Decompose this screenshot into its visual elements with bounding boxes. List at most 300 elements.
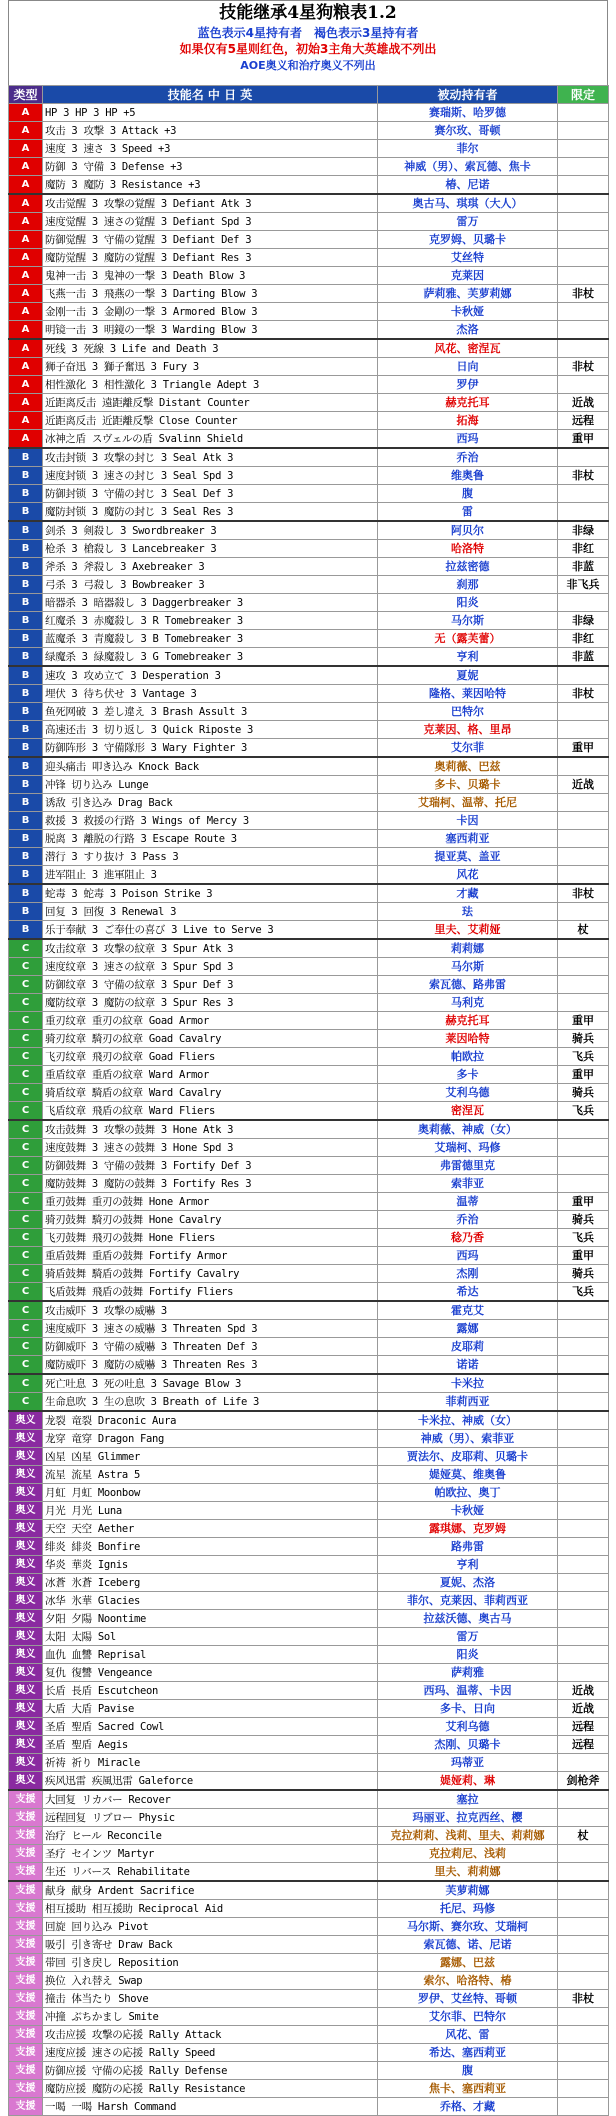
skill-name-cell: 凶星 凶星 Glimmer bbox=[43, 1448, 378, 1466]
skill-type-cell: B bbox=[9, 685, 43, 703]
skill-type-cell: B bbox=[9, 830, 43, 848]
skill-name-cell: 冰蒼 氷蒼 Iceberg bbox=[43, 1574, 378, 1592]
skill-limit-cell bbox=[558, 721, 609, 739]
skill-owner-cell: 诺诺 bbox=[378, 1356, 558, 1375]
sheet-header bbox=[8, 0, 608, 85]
skill-owner-cell: 萨莉雅 bbox=[378, 1664, 558, 1682]
skill-limit-cell: 重甲 bbox=[558, 430, 609, 449]
skill-name-cell: HP 3 HP 3 HP +5 bbox=[43, 104, 378, 122]
skill-name-cell: 冰华 氷華 Glacies bbox=[43, 1592, 378, 1610]
skill-type-cell: C bbox=[9, 1283, 43, 1302]
table-row bbox=[9, 1102, 609, 1121]
skill-name-cell: 绿魔杀 3 緑魔殺し 3 G Tomebreaker 3 bbox=[43, 648, 378, 667]
skill-name-cell: 天空 天空 Aether bbox=[43, 1520, 378, 1538]
table-row bbox=[9, 1030, 609, 1048]
skill-limit-cell bbox=[558, 1120, 609, 1139]
skill-owner-cell: 哈洛特 bbox=[378, 540, 558, 558]
skill-name-cell: 回旋 回り込み Pivot bbox=[43, 1918, 378, 1936]
skill-limit-cell bbox=[558, 1610, 609, 1628]
skill-type-cell: C bbox=[9, 1048, 43, 1066]
skill-owner-cell: 莉莉娜 bbox=[378, 939, 558, 958]
table-row bbox=[9, 994, 609, 1012]
table-row bbox=[9, 1048, 609, 1066]
skill-limit-cell: 非绿 bbox=[558, 612, 609, 630]
table-row bbox=[9, 1772, 609, 1791]
skill-owner-cell: 芙萝莉娜 bbox=[378, 1881, 558, 1900]
table-row bbox=[9, 739, 609, 758]
skill-type-cell: 奥义 bbox=[9, 1484, 43, 1502]
skill-type-cell: A bbox=[9, 158, 43, 176]
skill-type-cell: 奥义 bbox=[9, 1520, 43, 1538]
skill-type-cell: B bbox=[9, 630, 43, 648]
skill-limit-cell: 非杖 bbox=[558, 1990, 609, 2008]
skill-type-cell: 支援 bbox=[9, 2062, 43, 2080]
skill-name-cell: 速攻 3 攻め立て 3 Desperation 3 bbox=[43, 666, 378, 685]
skill-name-cell: 迎头痛击 叩き込み Knock Back bbox=[43, 757, 378, 776]
skill-type-cell: 奥义 bbox=[9, 1448, 43, 1466]
table-row bbox=[9, 231, 609, 249]
skill-limit-cell bbox=[558, 939, 609, 958]
skill-owner-cell: 里夫、艾莉娅 bbox=[378, 921, 558, 940]
skill-type-cell: 支援 bbox=[9, 1827, 43, 1845]
table-row bbox=[9, 921, 609, 940]
skill-name-cell: 大回复 リカバー Recover bbox=[43, 1790, 378, 1809]
skill-limit-cell: 近战 bbox=[558, 1700, 609, 1718]
skill-name-cell: 攻击威吓 3 攻撃の威嚇 3 bbox=[43, 1301, 378, 1320]
skill-owner-cell: 索菲亚 bbox=[378, 1175, 558, 1193]
skill-name-cell: 蛇毒 3 蛇毒 3 Poison Strike 3 bbox=[43, 884, 378, 903]
skill-name-cell: 魔防觉醒 3 魔防の覚醒 3 Defiant Res 3 bbox=[43, 249, 378, 267]
skill-type-cell: 奥义 bbox=[9, 1466, 43, 1484]
skill-limit-cell: 近战 bbox=[558, 394, 609, 412]
table-row bbox=[9, 394, 609, 412]
skill-limit-cell bbox=[558, 830, 609, 848]
skill-type-cell: B bbox=[9, 776, 43, 794]
table-row bbox=[9, 2026, 609, 2044]
skill-type-cell: A bbox=[9, 394, 43, 412]
skill-owner-cell: 帕欧拉 bbox=[378, 1048, 558, 1066]
table-row bbox=[9, 1430, 609, 1448]
skill-name-cell: 一喝 一喝 Harsh Command bbox=[43, 2098, 378, 2116]
skill-limit-cell bbox=[558, 503, 609, 522]
table-row bbox=[9, 703, 609, 721]
table-row bbox=[9, 1972, 609, 1990]
table-row bbox=[9, 213, 609, 231]
skill-type-cell: 奥义 bbox=[9, 1574, 43, 1592]
skill-limit-cell bbox=[558, 1502, 609, 1520]
skill-owner-cell: 露娜、巴兹 bbox=[378, 1954, 558, 1972]
skill-type-cell: 支援 bbox=[9, 1863, 43, 1882]
skill-type-cell: 奥义 bbox=[9, 1556, 43, 1574]
skill-limit-cell bbox=[558, 1936, 609, 1954]
skill-name-cell: 龙穿 竜穿 Dragon Fang bbox=[43, 1430, 378, 1448]
skill-owner-cell: 奥莉薇、神威（女） bbox=[378, 1120, 558, 1139]
skill-name-cell: 高速还击 3 切り返し 3 Quick Riposte 3 bbox=[43, 721, 378, 739]
skill-limit-cell bbox=[558, 1790, 609, 1809]
skill-limit-cell bbox=[558, 2062, 609, 2080]
skill-type-cell: C bbox=[9, 1157, 43, 1175]
table-row bbox=[9, 976, 609, 994]
skill-name-cell: 鬼神一击 3 鬼神の一撃 3 Death Blow 3 bbox=[43, 267, 378, 285]
skill-name-cell: 攻击应援 攻撃の応援 Rally Attack bbox=[43, 2026, 378, 2044]
table-row bbox=[9, 376, 609, 394]
skill-owner-cell: 西玛 bbox=[378, 430, 558, 449]
skill-owner-cell: 帕欧拉、奥丁 bbox=[378, 1484, 558, 1502]
skill-name-cell: 速度封锁 3 速さの封じ 3 Seal Spd 3 bbox=[43, 467, 378, 485]
skill-owner-cell: 马尔斯 bbox=[378, 958, 558, 976]
skill-name-cell: 太阳 太陽 Sol bbox=[43, 1628, 378, 1646]
skill-owner-cell: 萨莉雅、芙萝莉娜 bbox=[378, 285, 558, 303]
skill-name-cell: 相性激化 3 相性激化 3 Triangle Adept 3 bbox=[43, 376, 378, 394]
skill-name-cell: 带回 引き戻し Reposition bbox=[43, 1954, 378, 1972]
skill-owner-cell: 塞拉 bbox=[378, 1790, 558, 1809]
skill-name-cell: 骑盾纹章 騎盾の紋章 Ward Cavalry bbox=[43, 1084, 378, 1102]
skill-owner-cell: 巴特尔 bbox=[378, 703, 558, 721]
skill-owner-cell: 椿、尼诺 bbox=[378, 176, 558, 195]
table-row bbox=[9, 1900, 609, 1918]
skill-limit-cell bbox=[558, 249, 609, 267]
skill-name-cell: 攻击鼓舞 3 攻撃の鼓舞 3 Hone Atk 3 bbox=[43, 1120, 378, 1139]
skill-owner-cell: 阳炎 bbox=[378, 594, 558, 612]
skill-type-cell: 支援 bbox=[9, 1790, 43, 1809]
table-row bbox=[9, 303, 609, 321]
skill-name-cell: 防御 3 守備 3 Defense +3 bbox=[43, 158, 378, 176]
table-row bbox=[9, 1664, 609, 1682]
table-row bbox=[9, 358, 609, 376]
skill-limit-cell: 重甲 bbox=[558, 1193, 609, 1211]
skill-type-cell: 支援 bbox=[9, 1918, 43, 1936]
skill-limit-cell: 飞兵 bbox=[558, 1102, 609, 1121]
skill-owner-cell: 亨利 bbox=[378, 1556, 558, 1574]
skill-limit-cell bbox=[558, 958, 609, 976]
table-row bbox=[9, 1012, 609, 1030]
skill-limit-cell bbox=[558, 339, 609, 358]
table-row bbox=[9, 2098, 609, 2116]
legend-excluded-note: AOE奥义和治疗奥义不列出 bbox=[240, 59, 376, 72]
skill-name-cell: 攻击觉醒 3 攻撃の覚醒 3 Defiant Atk 3 bbox=[43, 194, 378, 213]
skill-owner-cell: 赫克托耳 bbox=[378, 1012, 558, 1030]
skill-name-cell: 魔防封锁 3 魔防の封じ 3 Seal Res 3 bbox=[43, 503, 378, 522]
skill-limit-cell bbox=[558, 1139, 609, 1157]
skill-name-cell: 魔防威吓 3 魔防の威嚇 3 Threaten Res 3 bbox=[43, 1356, 378, 1375]
skill-owner-cell: 刹那 bbox=[378, 576, 558, 594]
skill-type-cell: B bbox=[9, 703, 43, 721]
skill-owner-cell: 艾瑞柯、玛修 bbox=[378, 1139, 558, 1157]
skill-type-cell: C bbox=[9, 1393, 43, 1412]
skill-type-cell: 奥义 bbox=[9, 1538, 43, 1556]
skill-type-cell: A bbox=[9, 176, 43, 195]
table-row bbox=[9, 1247, 609, 1265]
skill-type-cell: C bbox=[9, 1012, 43, 1030]
skill-limit-cell bbox=[558, 1628, 609, 1646]
table-row bbox=[9, 757, 609, 776]
skill-owner-cell: 乔格、才藏 bbox=[378, 2098, 558, 2116]
skill-type-cell: A bbox=[9, 104, 43, 122]
skill-type-cell: B bbox=[9, 812, 43, 830]
skill-type-cell: 奥义 bbox=[9, 1610, 43, 1628]
skill-limit-cell: 远程 bbox=[558, 1736, 609, 1754]
skill-owner-cell: 露娜 bbox=[378, 1320, 558, 1338]
skill-owner-cell: 马尔斯、赛尔玫、艾瑞柯 bbox=[378, 1918, 558, 1936]
table-row bbox=[9, 2008, 609, 2026]
skill-owner-cell: 隆格、莱因哈特 bbox=[378, 685, 558, 703]
skill-owner-cell: 雷万 bbox=[378, 213, 558, 231]
skill-limit-cell bbox=[558, 176, 609, 195]
skill-owner-cell: 乔治 bbox=[378, 1211, 558, 1229]
skill-owner-cell: 奥莉薇、巴兹 bbox=[378, 757, 558, 776]
table-row bbox=[9, 594, 609, 612]
skill-type-cell: A bbox=[9, 285, 43, 303]
skill-type-cell: 支援 bbox=[9, 1881, 43, 1900]
skill-limit-cell bbox=[558, 1466, 609, 1484]
skill-name-cell: 魔防 3 魔防 3 Resistance +3 bbox=[43, 176, 378, 195]
table-row bbox=[9, 1556, 609, 1574]
skill-type-cell: 奥义 bbox=[9, 1628, 43, 1646]
skill-limit-cell: 非蓝 bbox=[558, 558, 609, 576]
skill-owner-cell: 玛丽亚、拉克西丝、樱 bbox=[378, 1809, 558, 1827]
table-row bbox=[9, 1301, 609, 1320]
skill-limit-cell bbox=[558, 866, 609, 885]
skill-name-cell: 剑杀 3 剣殺し 3 Swordbreaker 3 bbox=[43, 521, 378, 540]
skill-type-cell: C bbox=[9, 1175, 43, 1193]
skill-limit-cell bbox=[558, 1411, 609, 1430]
table-row bbox=[9, 958, 609, 976]
skill-limit-cell bbox=[558, 2026, 609, 2044]
skill-limit-cell bbox=[558, 1845, 609, 1863]
skill-type-cell: B bbox=[9, 866, 43, 885]
skill-limit-cell bbox=[558, 1301, 609, 1320]
skill-owner-cell: 媞娅莫、维奥鲁 bbox=[378, 1466, 558, 1484]
skill-owner-cell: 风花、雷 bbox=[378, 2026, 558, 2044]
table-row bbox=[9, 812, 609, 830]
skill-name-cell: 魔防纹章 3 魔防の紋章 3 Spur Res 3 bbox=[43, 994, 378, 1012]
skill-name-cell: 飞刃鼓舞 飛刃の鼓舞 Hone Fliers bbox=[43, 1229, 378, 1247]
skill-name-cell: 夕阳 夕陽 Noontime bbox=[43, 1610, 378, 1628]
skill-owner-cell: 罗伊、艾丝特、哥顿 bbox=[378, 1990, 558, 2008]
skill-name-cell: 明镜一击 3 明鏡の一撃 3 Warding Blow 3 bbox=[43, 321, 378, 340]
skill-name-cell: 圣盾 聖盾 Sacred Cowl bbox=[43, 1718, 378, 1736]
skill-name-cell: 复仇 復讐 Vengeance bbox=[43, 1664, 378, 1682]
table-body bbox=[9, 104, 609, 2116]
skill-limit-cell bbox=[558, 1556, 609, 1574]
table-row bbox=[9, 267, 609, 285]
skill-type-cell: C bbox=[9, 1084, 43, 1102]
skill-limit-cell: 骑兵 bbox=[558, 1265, 609, 1283]
skill-limit-cell bbox=[558, 267, 609, 285]
skill-limit-cell bbox=[558, 303, 609, 321]
skill-limit-cell bbox=[558, 1972, 609, 1990]
skill-owner-cell: 奥古马、琪琪（大人） bbox=[378, 194, 558, 213]
table-row bbox=[9, 321, 609, 340]
skill-name-cell: 近距离反击 近距離反撃 Close Counter bbox=[43, 412, 378, 430]
skill-limit-cell bbox=[558, 1900, 609, 1918]
table-row bbox=[9, 1283, 609, 1302]
skill-name-cell: 攻击封锁 3 攻撃の封じ 3 Seal Atk 3 bbox=[43, 448, 378, 467]
skill-name-cell: 斧杀 3 斧殺し 3 Axebreaker 3 bbox=[43, 558, 378, 576]
table-row bbox=[9, 285, 609, 303]
skill-owner-cell: 焦卡、塞西莉亚 bbox=[378, 2080, 558, 2098]
skill-type-cell: A bbox=[9, 430, 43, 449]
skill-name-cell: 速度觉醒 3 速さの覚醒 3 Defiant Spd 3 bbox=[43, 213, 378, 231]
skill-owner-cell: 夏妮 bbox=[378, 666, 558, 685]
skill-name-cell: 进军阻止 3 進軍阻止 3 bbox=[43, 866, 378, 885]
skill-type-cell: C bbox=[9, 1066, 43, 1084]
skill-limit-cell bbox=[558, 976, 609, 994]
skill-type-cell: B bbox=[9, 503, 43, 522]
table-row bbox=[9, 540, 609, 558]
skill-type-cell: A bbox=[9, 267, 43, 285]
skill-type-cell: A bbox=[9, 122, 43, 140]
skill-type-cell: B bbox=[9, 848, 43, 866]
table-row bbox=[9, 1120, 609, 1139]
skill-name-cell: 金刚一击 3 金剛の一撃 3 Armored Blow 3 bbox=[43, 303, 378, 321]
skill-type-cell: B bbox=[9, 903, 43, 921]
table-row bbox=[9, 1356, 609, 1375]
table-row bbox=[9, 1265, 609, 1283]
skill-owner-cell: 索尔、哈洛特、椿 bbox=[378, 1972, 558, 1990]
table-row bbox=[9, 1718, 609, 1736]
skill-name-cell: 防御应援 守備の応援 Rally Defense bbox=[43, 2062, 378, 2080]
skill-type-cell: C bbox=[9, 1139, 43, 1157]
skill-name-cell: 月光 月光 Luna bbox=[43, 1502, 378, 1520]
table-row bbox=[9, 1918, 609, 1936]
page-title: 技能继承4星狗粮表1.2 bbox=[219, 3, 397, 23]
table-row bbox=[9, 1682, 609, 1700]
skill-type-cell: B bbox=[9, 521, 43, 540]
skill-limit-cell bbox=[558, 848, 609, 866]
table-row bbox=[9, 1066, 609, 1084]
table-row bbox=[9, 1845, 609, 1863]
skill-type-cell: B bbox=[9, 467, 43, 485]
skill-owner-cell: 提亚莫、盖亚 bbox=[378, 848, 558, 866]
skill-owner-cell: 塞西莉亚 bbox=[378, 830, 558, 848]
skill-name-cell: 速度纹章 3 速さの紋章 3 Spur Spd 3 bbox=[43, 958, 378, 976]
skill-type-cell: B bbox=[9, 448, 43, 467]
skill-name-cell: 死线 3 死線 3 Life and Death 3 bbox=[43, 339, 378, 358]
skill-owner-cell: 里夫、莉莉娜 bbox=[378, 1863, 558, 1882]
skill-limit-cell bbox=[558, 1175, 609, 1193]
skill-name-cell: 暗器杀 3 暗器殺し 3 Daggerbreaker 3 bbox=[43, 594, 378, 612]
skill-type-cell: B bbox=[9, 558, 43, 576]
skill-name-cell: 冲撞 ぶちかまし Smite bbox=[43, 2008, 378, 2026]
table-row bbox=[9, 2044, 609, 2062]
skill-type-cell: 支援 bbox=[9, 1990, 43, 2008]
skill-type-cell: 支援 bbox=[9, 2008, 43, 2026]
skill-type-cell: C bbox=[9, 958, 43, 976]
skill-owner-cell: 密涅瓦 bbox=[378, 1102, 558, 1121]
skill-type-cell: 奥义 bbox=[9, 1754, 43, 1772]
skill-limit-cell: 非蓝 bbox=[558, 648, 609, 667]
skill-owner-cell: 阿贝尔 bbox=[378, 521, 558, 540]
table-row bbox=[9, 1139, 609, 1157]
skill-name-cell: 圣盾 聖盾 Aegis bbox=[43, 1736, 378, 1754]
table-row bbox=[9, 1175, 609, 1193]
table-row bbox=[9, 1538, 609, 1556]
table-row bbox=[9, 1990, 609, 2008]
skill-limit-cell bbox=[558, 1881, 609, 1900]
skill-owner-cell: 菲莉西亚 bbox=[378, 1393, 558, 1412]
skill-limit-cell: 飞兵 bbox=[558, 1229, 609, 1247]
skill-limit-cell bbox=[558, 158, 609, 176]
skill-name-cell: 大盾 大盾 Pavise bbox=[43, 1700, 378, 1718]
skill-owner-cell: 希达、塞西莉亚 bbox=[378, 2044, 558, 2062]
skill-owner-cell: 维奥鲁 bbox=[378, 467, 558, 485]
skill-limit-cell bbox=[558, 757, 609, 776]
skill-name-cell: 冰神之盾 スヴェルの盾 Svalinn Shield bbox=[43, 430, 378, 449]
skill-type-cell: B bbox=[9, 794, 43, 812]
skill-limit-cell: 非杖 bbox=[558, 884, 609, 903]
skill-name-cell: 圣疗 セインツ Martyr bbox=[43, 1845, 378, 1863]
skill-type-cell: C bbox=[9, 1247, 43, 1265]
column-header-name: 技能名 中 日 英 bbox=[43, 86, 378, 104]
skill-limit-cell: 重甲 bbox=[558, 739, 609, 758]
table-row bbox=[9, 1411, 609, 1430]
skill-owner-cell: 赫克托耳 bbox=[378, 394, 558, 412]
table-row bbox=[9, 467, 609, 485]
skill-limit-cell bbox=[558, 1574, 609, 1592]
skill-owner-cell: 艾尔菲、巴特尔 bbox=[378, 2008, 558, 2026]
skill-owner-cell: 杰洛 bbox=[378, 321, 558, 340]
table-row bbox=[9, 776, 609, 794]
skill-owner-cell: 多卡 bbox=[378, 1066, 558, 1084]
skill-limit-cell: 远程 bbox=[558, 412, 609, 430]
skill-name-cell: 防御纹章 3 守備の紋章 3 Spur Def 3 bbox=[43, 976, 378, 994]
skill-limit-cell bbox=[558, 140, 609, 158]
skill-owner-cell: 才藏 bbox=[378, 884, 558, 903]
skill-type-cell: B bbox=[9, 721, 43, 739]
skill-type-cell: A bbox=[9, 249, 43, 267]
table-row bbox=[9, 140, 609, 158]
skill-owner-cell: 多卡、贝璐卡 bbox=[378, 776, 558, 794]
skill-limit-cell bbox=[558, 321, 609, 340]
skill-type-cell: B bbox=[9, 757, 43, 776]
table-row bbox=[9, 612, 609, 630]
skill-owner-cell: 夏妮、杰洛 bbox=[378, 1574, 558, 1592]
skill-limit-cell bbox=[558, 1918, 609, 1936]
skill-name-cell: 飞盾纹章 飛盾の紋章 Ward Fliers bbox=[43, 1102, 378, 1121]
skill-limit-cell: 非绿 bbox=[558, 521, 609, 540]
skill-type-cell: C bbox=[9, 1193, 43, 1211]
skill-name-cell: 重盾鼓舞 重盾の鼓舞 Fortify Armor bbox=[43, 1247, 378, 1265]
skill-owner-cell: 杰刚、贝璐卡 bbox=[378, 1736, 558, 1754]
skill-owner-cell: 无（露芙蕾） bbox=[378, 630, 558, 648]
skill-owner-cell: 多卡、日向 bbox=[378, 1700, 558, 1718]
skill-type-cell: 支援 bbox=[9, 2026, 43, 2044]
skill-owner-cell: 菲尔 bbox=[378, 140, 558, 158]
skill-type-cell: 奥义 bbox=[9, 1736, 43, 1754]
skill-name-cell: 魔防应援 魔防の応援 Rally Resistance bbox=[43, 2080, 378, 2098]
skill-name-cell: 重盾纹章 重盾の紋章 Ward Armor bbox=[43, 1066, 378, 1084]
table-row bbox=[9, 485, 609, 503]
skill-limit-cell bbox=[558, 1320, 609, 1338]
skill-type-cell: A bbox=[9, 231, 43, 249]
table-row bbox=[9, 1229, 609, 1247]
skill-name-cell: 鱼死网破 3 差し違え 3 Brash Assult 3 bbox=[43, 703, 378, 721]
table-row bbox=[9, 1393, 609, 1412]
table-row bbox=[9, 122, 609, 140]
skill-name-cell: 吸引 引き寄せ Draw Back bbox=[43, 1936, 378, 1954]
skill-name-cell: 死亡吐息 3 死の吐息 3 Savage Blow 3 bbox=[43, 1374, 378, 1393]
table-row bbox=[9, 1592, 609, 1610]
skill-owner-cell: 雷 bbox=[378, 503, 558, 522]
skill-limit-cell bbox=[558, 2080, 609, 2098]
table-row bbox=[9, 503, 609, 522]
skill-limit-cell bbox=[558, 1393, 609, 1412]
skill-owner-cell: 艾丝特 bbox=[378, 249, 558, 267]
table-row bbox=[9, 158, 609, 176]
skill-owner-cell: 露琪娜、克罗姆 bbox=[378, 1520, 558, 1538]
skill-limit-cell bbox=[558, 1538, 609, 1556]
